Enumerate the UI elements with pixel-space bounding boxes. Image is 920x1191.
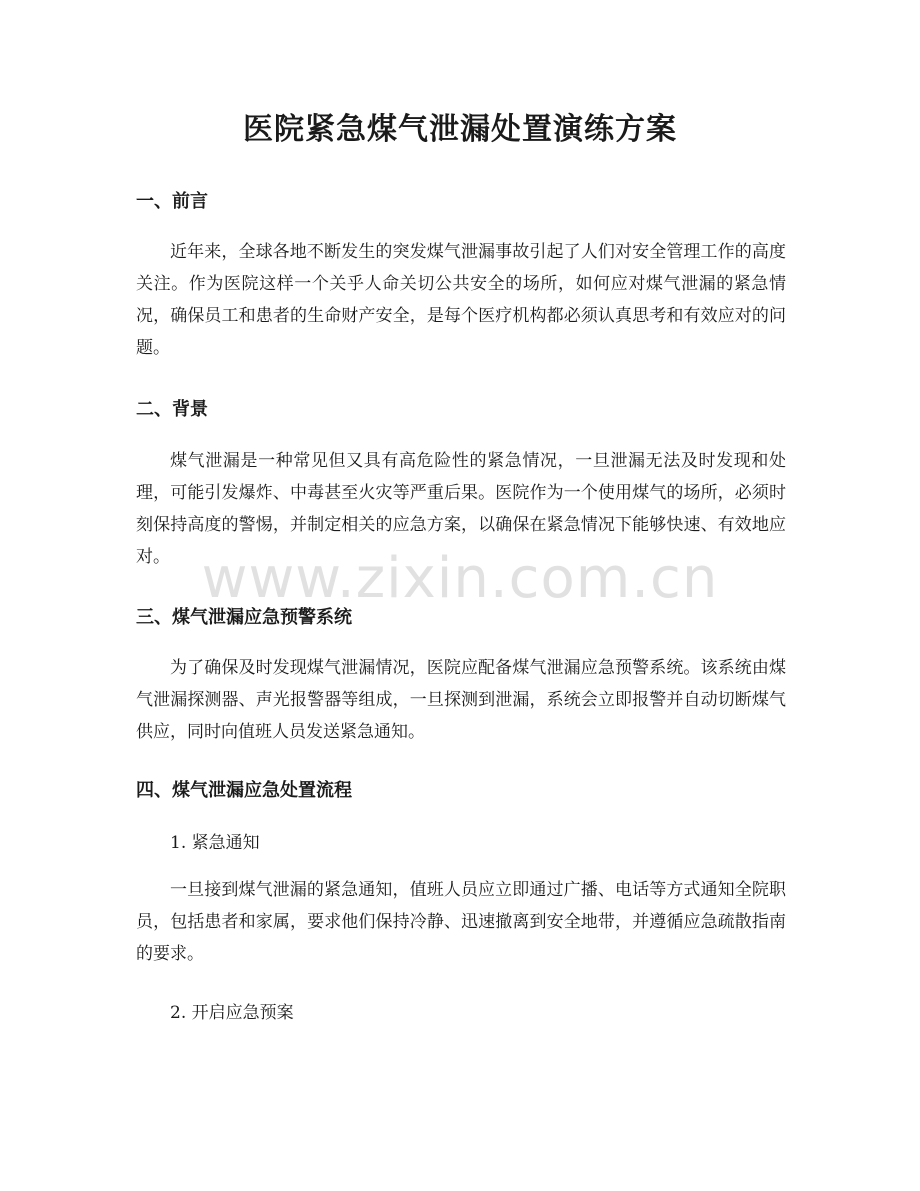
subitem-paragraph-emergency-notice: 一旦接到煤气泄漏的紧急通知，值班人员应立即通过广播、电话等方式通知全院职员，包括患者和家属，要求他们保持冷静、迅速撤离到安全地带，并遵循应急疏散指南的要求。 — [136, 880, 786, 964]
subitem-label-emergency-notice: 1. 紧急通知 — [170, 833, 260, 853]
section-heading-response-procedure: 四、煤气泄漏应急处置流程 — [136, 780, 352, 801]
watermark: www.zixin.com.cn — [201, 546, 719, 611]
section-heading-warning-system: 三、煤气泄漏应急预警系统 — [136, 607, 352, 628]
section-heading-preface: 一、前言 — [136, 191, 208, 212]
section-heading-background: 二、背景 — [136, 399, 208, 420]
section-paragraph-warning-system: 为了确保及时发现煤气泄漏情况，医院应配备煤气泄漏应急预警系统。该系统由煤气泄漏探测器、声光报警器等组成，一旦探测到泄漏，系统会立即报警并自动切断煤气供应，同时向值班人员发送紧急通知。 — [136, 658, 786, 742]
section-paragraph-background: 煤气泄漏是一种常见但又具有高危险性的紧急情况，一旦泄漏无法及时发现和处理，可能引发爆炸、中毒甚至火灾等严重后果。医院作为一个使用煤气的场所，必须时刻保持高度的警惕，并制定相关的应急方案，以确保在紧急情况下能够快速、有效地应对。 — [136, 451, 786, 567]
section-paragraph-preface: 近年来，全球各地不断发生的突发煤气泄漏事故引起了人们对安全管理工作的高度关注。作为医院这样一个关乎人命关切公共安全的场所，如何应对煤气泄漏的紧急情况，确保员工和患者的生命财产安全，是每个医疗机构都必须认真思考和有效应对的问题。 — [136, 242, 786, 358]
subitem-label-activate-plan: 2. 开启应急预案 — [170, 1003, 294, 1023]
document-title: 医院紧急煤气泄漏处置演练方案 — [243, 112, 677, 147]
